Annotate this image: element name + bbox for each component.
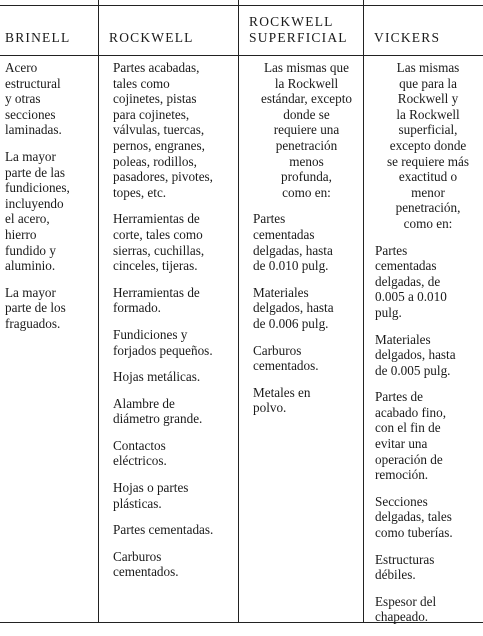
- table-entry: [113, 522, 236, 538]
- entry-line: con el fin de: [375, 420, 441, 436]
- table-entry: [5, 285, 95, 332]
- entry-line: excepto donde: [389, 137, 467, 153]
- entry-line: la Rockwell: [396, 106, 460, 122]
- entry-line: parte de los: [5, 300, 66, 316]
- entry-line: evitar una: [375, 436, 428, 452]
- column-body: [240, 60, 363, 427]
- column-header-line: SUPERFICIAL: [249, 30, 348, 45]
- entry-line: exactitud o: [398, 169, 458, 185]
- table-entry: [113, 480, 236, 511]
- entry-line: Fundiciones y: [113, 326, 188, 342]
- table-entry: [375, 594, 481, 625]
- entry-line: 0.005 a 0.010: [375, 289, 447, 305]
- table-entry: [375, 332, 481, 379]
- entry-line: Partes acabadas,: [113, 60, 200, 75]
- entry-line: se requiere más: [386, 153, 470, 169]
- table-entry: [113, 369, 236, 385]
- entry-line: Partes: [375, 242, 408, 258]
- table-entry: [375, 243, 481, 321]
- entry-line: donde se: [283, 106, 330, 122]
- entry-line: fundiciones,: [5, 180, 70, 196]
- entry-line: Carburos: [113, 548, 162, 564]
- entry-line: operación de: [375, 451, 443, 467]
- table-entry: [375, 60, 481, 232]
- entry-line: el acero,: [5, 211, 50, 227]
- entry-line: menor: [411, 184, 445, 200]
- entry-line: plásticas.: [113, 495, 162, 511]
- entry-line: delgadas, de: [375, 273, 441, 289]
- column-body: [100, 60, 238, 591]
- entry-line: laminadas.: [5, 122, 62, 138]
- entry-line: cementados.: [113, 564, 179, 580]
- entry-line: Las mismas que: [264, 60, 349, 75]
- entry-line: Partes: [253, 211, 286, 227]
- entry-line: Alambre de: [113, 395, 175, 411]
- entry-line: penetración,: [395, 200, 461, 216]
- entry-line: de 0.005 pulg.: [375, 362, 451, 378]
- column-header: [240, 0, 363, 52]
- entry-line: cojinetes, pistas: [113, 91, 197, 107]
- table-entry: [375, 552, 481, 583]
- entry-line: débiles.: [375, 567, 416, 583]
- entry-line: Rockwell y: [397, 91, 459, 107]
- column-divider: [98, 0, 99, 622]
- entry-line: pulg.: [375, 304, 402, 320]
- entry-line: menos: [289, 153, 324, 169]
- entry-line: Carburos: [253, 342, 302, 358]
- column-divider: [238, 0, 239, 622]
- entry-line: válvulas, tuercas,: [113, 122, 205, 138]
- entry-line: profunda,: [281, 169, 332, 185]
- entry-line: La mayor: [5, 148, 56, 164]
- entry-line: acabado fino,: [375, 404, 447, 420]
- entry-line: Las mismas: [396, 60, 460, 75]
- entry-line: Estructuras: [375, 551, 435, 567]
- column-divider: [363, 0, 364, 622]
- entry-line: la Rockwell: [274, 75, 339, 91]
- table-entry: [253, 211, 360, 273]
- entry-line: diámetro grande.: [113, 411, 203, 427]
- entry-line: requiere una: [273, 122, 340, 138]
- column-header: [365, 0, 483, 52]
- entry-line: delgadas, tales: [375, 509, 452, 525]
- entry-line: secciones: [5, 106, 56, 122]
- entry-line: Secciones: [375, 493, 428, 509]
- table-entry: [253, 285, 360, 332]
- column-vickers: [365, 0, 483, 625]
- table-entry: [253, 60, 360, 200]
- entry-line: pasadores, pivotes,: [113, 169, 213, 185]
- entry-line: Herramientas de: [113, 284, 200, 300]
- entry-line: para cojinetes,: [113, 106, 190, 122]
- column-rockwell-superficial: [240, 0, 363, 622]
- entry-line: Hojas o partes: [113, 480, 189, 496]
- entry-line: superficial,: [398, 122, 458, 138]
- entry-line: Espesor del: [375, 593, 437, 609]
- entry-line: Contactos: [113, 437, 166, 453]
- column-header: [0, 0, 98, 52]
- table-entry: [5, 60, 95, 138]
- entry-line: pernos, engranes,: [113, 137, 205, 153]
- entry-line: y otras: [5, 91, 41, 107]
- table-entry: [5, 149, 95, 274]
- entry-line: Materiales: [375, 331, 431, 347]
- entry-line: hierro: [5, 226, 37, 242]
- entry-line: chapeado.: [375, 609, 429, 625]
- entry-line: fraguados.: [5, 315, 61, 331]
- column-body: [365, 60, 483, 636]
- column-header-line: ROCKWELL: [249, 14, 334, 29]
- entry-line: cementadas: [253, 226, 315, 242]
- entry-line: como en:: [403, 215, 453, 231]
- table-entry: [253, 385, 360, 416]
- entry-line: aluminio.: [5, 258, 56, 274]
- table-entry: [113, 438, 236, 469]
- column-header-line: BRINELL: [5, 30, 71, 45]
- entry-line: tales como: [113, 75, 170, 91]
- column-header-line: VICKERS: [374, 30, 441, 45]
- entry-line: polvo.: [253, 400, 287, 416]
- entry-line: Acero: [5, 60, 38, 75]
- entry-line: cementados.: [253, 358, 319, 374]
- entry-line: Herramientas de: [113, 211, 200, 227]
- entry-line: penetración: [275, 137, 338, 153]
- entry-line: cementadas: [375, 258, 437, 274]
- entry-line: delgados, hasta: [253, 300, 334, 316]
- entry-line: incluyendo: [5, 195, 64, 211]
- column-header-line: ROCKWELL: [109, 30, 194, 45]
- entry-line: estructural: [5, 75, 61, 91]
- entry-line: forjados pequeños.: [113, 342, 213, 358]
- entry-line: poleas, rodillos,: [113, 153, 197, 169]
- table-entry: [375, 389, 481, 483]
- table-entry: [113, 211, 236, 273]
- entry-line: delgadas, hasta: [253, 242, 333, 258]
- entry-line: Partes de: [375, 389, 423, 405]
- table-entry: [113, 327, 236, 358]
- column-brinell: [0, 0, 98, 622]
- entry-line: remoción.: [375, 467, 429, 483]
- entry-line: Partes cementadas.: [113, 522, 214, 538]
- entry-line: Hojas metálicas.: [113, 369, 201, 385]
- entry-line: de 0.010 pulg.: [253, 258, 329, 274]
- entry-line: que para la: [399, 75, 457, 91]
- table-entry: [113, 285, 236, 316]
- entry-line: formado.: [113, 300, 161, 316]
- entry-line: de 0.006 pulg.: [253, 315, 329, 331]
- table-entry: [113, 549, 236, 580]
- entry-line: eléctricos.: [113, 453, 167, 469]
- entry-line: como tuberías.: [375, 525, 453, 541]
- entry-line: La mayor: [5, 284, 56, 300]
- table-entry: [375, 494, 481, 541]
- table-entry: [113, 60, 236, 200]
- column-header: [100, 0, 238, 52]
- entry-line: cinceles, tijeras.: [113, 258, 198, 274]
- entry-line: como en:: [282, 184, 331, 200]
- column-rockwell: [100, 0, 238, 622]
- column-body: [0, 60, 98, 343]
- entry-line: estándar, excepto: [260, 91, 352, 107]
- entry-line: Materiales: [253, 284, 309, 300]
- entry-line: corte, tales como: [113, 226, 203, 242]
- table-entry: [113, 396, 236, 427]
- entry-line: topes, etc.: [113, 184, 167, 200]
- table-entry: [253, 343, 360, 374]
- entry-line: sierras, cuchillas,: [113, 242, 205, 258]
- entry-line: fundido y: [5, 242, 56, 258]
- entry-line: Metales en: [253, 384, 311, 400]
- entry-line: delgados, hasta: [375, 347, 456, 363]
- entry-line: parte de las: [5, 164, 66, 180]
